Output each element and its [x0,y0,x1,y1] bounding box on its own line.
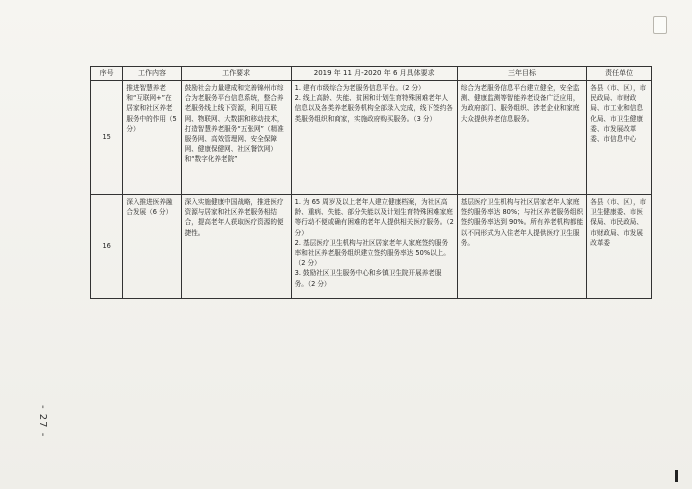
table-row [91,194,652,298]
row-responsible-unit: 各县（市、区），市民政局、市财政局、市工业和信息化局、市卫生健康委、市发展改革委、市信息中心 [587,80,652,194]
row-responsible-unit: 各县（市、区），市卫生健康委、市医保局、市民政局、市财政局、市发展改革委 [587,194,652,298]
header-work-requirement: 工作要求 [181,67,291,81]
row-work-requirement: 鼓励社会力量建成和完善锦州市综合为老服务平台信息系统，整合养老服务线上线下资源，利用互联网、物联网、大数据和移动技术，打造智慧养老服务“五张网”（精准服务网、高效管理网、安全保障网、健康保健网、社区餐饮网）和“数字化养老院” [181,80,291,194]
row-three-year-goal: 综合为老服务信息平台建立健全，安全监测、健康监测等智能养老设备广泛应用，为政府部门、服务组织、涉老企业和家庭大众提供养老信息服务。 [457,80,586,194]
page-number: - 27 - [37,405,48,438]
row-work-requirement: 深入实施健康中国战略，推进医疗资源与居家和社区养老服务相结合，提高老年人获取医疗资源的便捷性。 [181,194,291,298]
header-number: 序号 [91,67,123,81]
header-specific-requirement: 2019 年 11 月-2020 年 6 月具体要求 [291,67,457,81]
row-specific-requirement [291,80,457,194]
table-header-row [91,67,652,81]
specific-item: 1. 为 65 周岁及以上老年人建立健康档案，为社区高龄、重病、失能、部分失能以及计划生育特殊困难家庭等行动不便或确有困难的老年人提供相关医疗服务。（2 分） [294,197,454,237]
row-three-year-goal: 基层医疗卫生机构与社区居家老年人家庭签约服务率达 80%；与社区养老服务组织签约服务率达到 90%。所有养老机构都能以不同形式为入住老年人提供医疗卫生服务。 [457,194,586,298]
header-responsible-unit: 责任单位 [587,67,652,81]
task-table [90,66,652,299]
page-badge [653,16,667,34]
row-work-content: 推进智慧养老和“互联网+”在居家和社区养老服务中的作用（5 分） [123,80,181,194]
table-row [91,80,652,194]
corner-mark [675,470,678,482]
row-work-content: 深入推进医养融合发展（6 分） [123,194,181,298]
specific-item: 2. 基层医疗卫生机构与社区居家老年人家庭签约服务率和社区养老服务组织建立签约服务率达 50%以上。（2 分） [294,238,450,268]
specific-item: 1. 建有市级综合为老服务信息平台。（2 分） [294,83,425,92]
specific-item: 2. 线上高龄、失能、贫困和计划生育特殊困难老年人信息以及各类养老服务机构全部录入完成，线下签约各类服务组织和商家，实施政府购买服务。（3 分） [294,94,453,123]
row-number: 15 [91,80,123,194]
row-specific-requirement [291,194,457,298]
specific-item: 3. 鼓励社区卫生服务中心和乡镇卫生院开展养老服务。（2 分） [294,269,442,288]
row-number: 16 [91,194,123,298]
header-three-year-goal: 三年目标 [457,67,586,81]
header-work-content: 工作内容 [123,67,181,81]
